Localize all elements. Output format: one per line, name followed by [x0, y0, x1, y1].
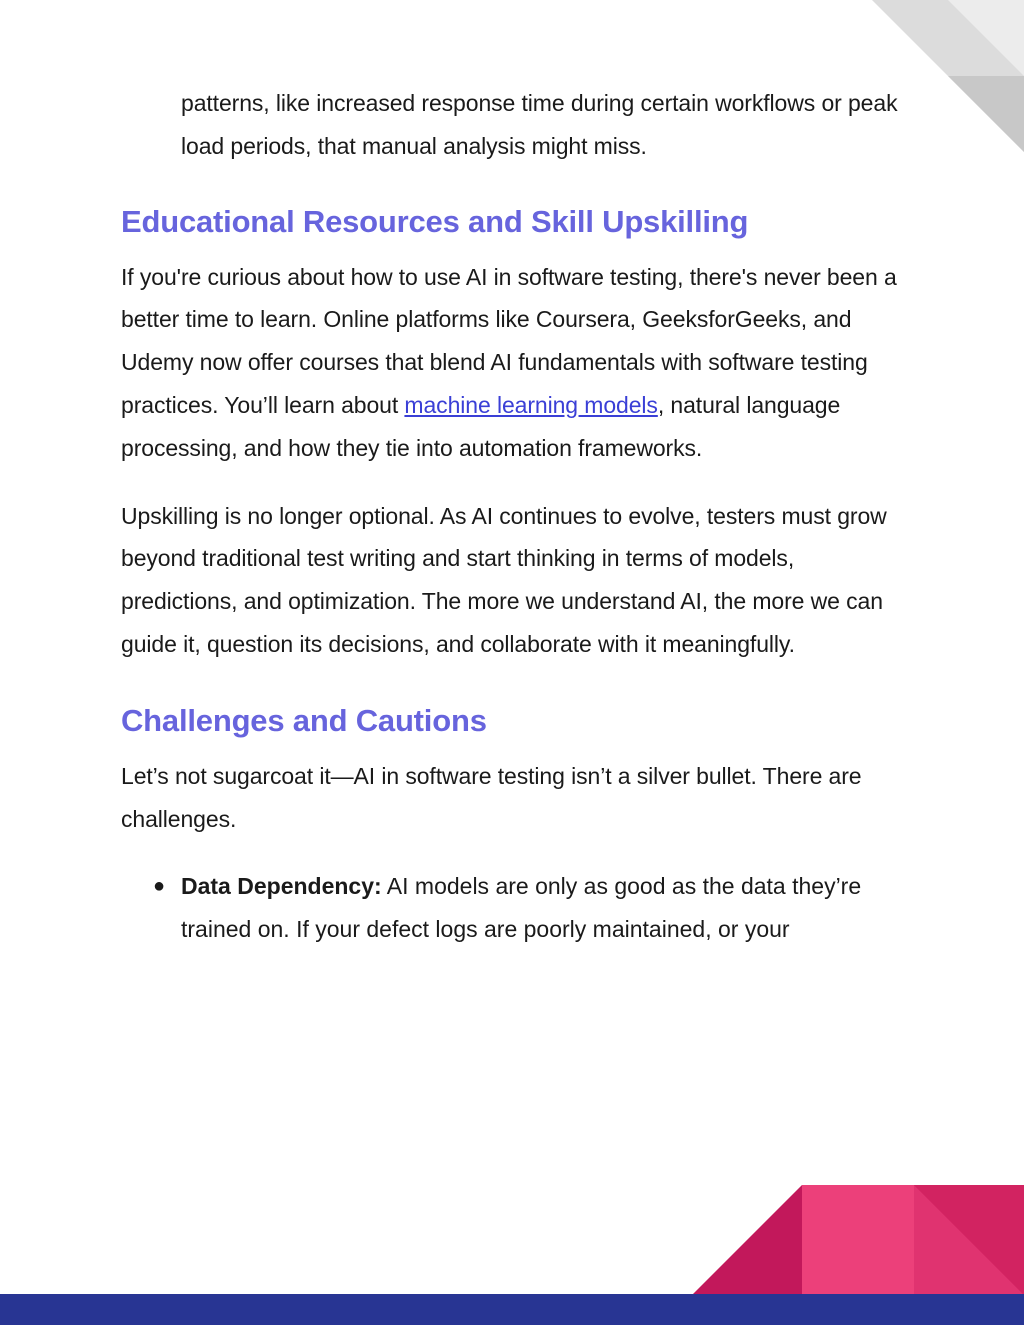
bullet-icon: ● [153, 875, 166, 898]
footer-bar [0, 1294, 1024, 1325]
document-body [121, 82, 911, 951]
continued-bullet-text: patterns, like increased response time during certain workflows or peak load periods, that manual analysis might miss. [181, 90, 898, 159]
machine-learning-models-link[interactable]: machine learning models [404, 391, 658, 418]
paragraph-upskilling: Upskilling is no longer optional. As AI continues to evolve, testers must grow beyond traditional test writing and start thinking in terms of models, predictions, and optimization. The more we understand AI, the more we can guide it, question its decisions, and collaborate with it meaningfully. [121, 502, 887, 657]
section-heading-challenges: Challenges and Cautions [121, 702, 487, 738]
paragraph-text: , natural language processing, and how they tie into automation frameworks. [121, 391, 841, 461]
paragraph-challenges-intro: Let’s not sugarcoat it—AI in software testing isn’t a silver bullet. There are challenges. [121, 762, 862, 832]
paragraph-text: If you're curious about how to use AI in software testing, there's never been a better time to learn. Online platforms like Coursera, GeeksforGeeks, and Udemy now offer courses that blend AI fundamentals with software testing practices. You’ll learn about [121, 263, 897, 418]
challenges-list [121, 865, 911, 951]
corner-decoration-bottom [692, 1185, 1024, 1295]
paragraph-learning-platforms [121, 256, 911, 470]
section-heading-educational-resources: Educational Resources and Skill Upskilling [121, 203, 749, 239]
list-item-text: AI models are only as good as the data they’re trained on. If your defect logs are poorly maintained, or your [181, 873, 862, 943]
list-item [121, 865, 911, 951]
list-item-label: Data Dependency: [181, 873, 382, 900]
